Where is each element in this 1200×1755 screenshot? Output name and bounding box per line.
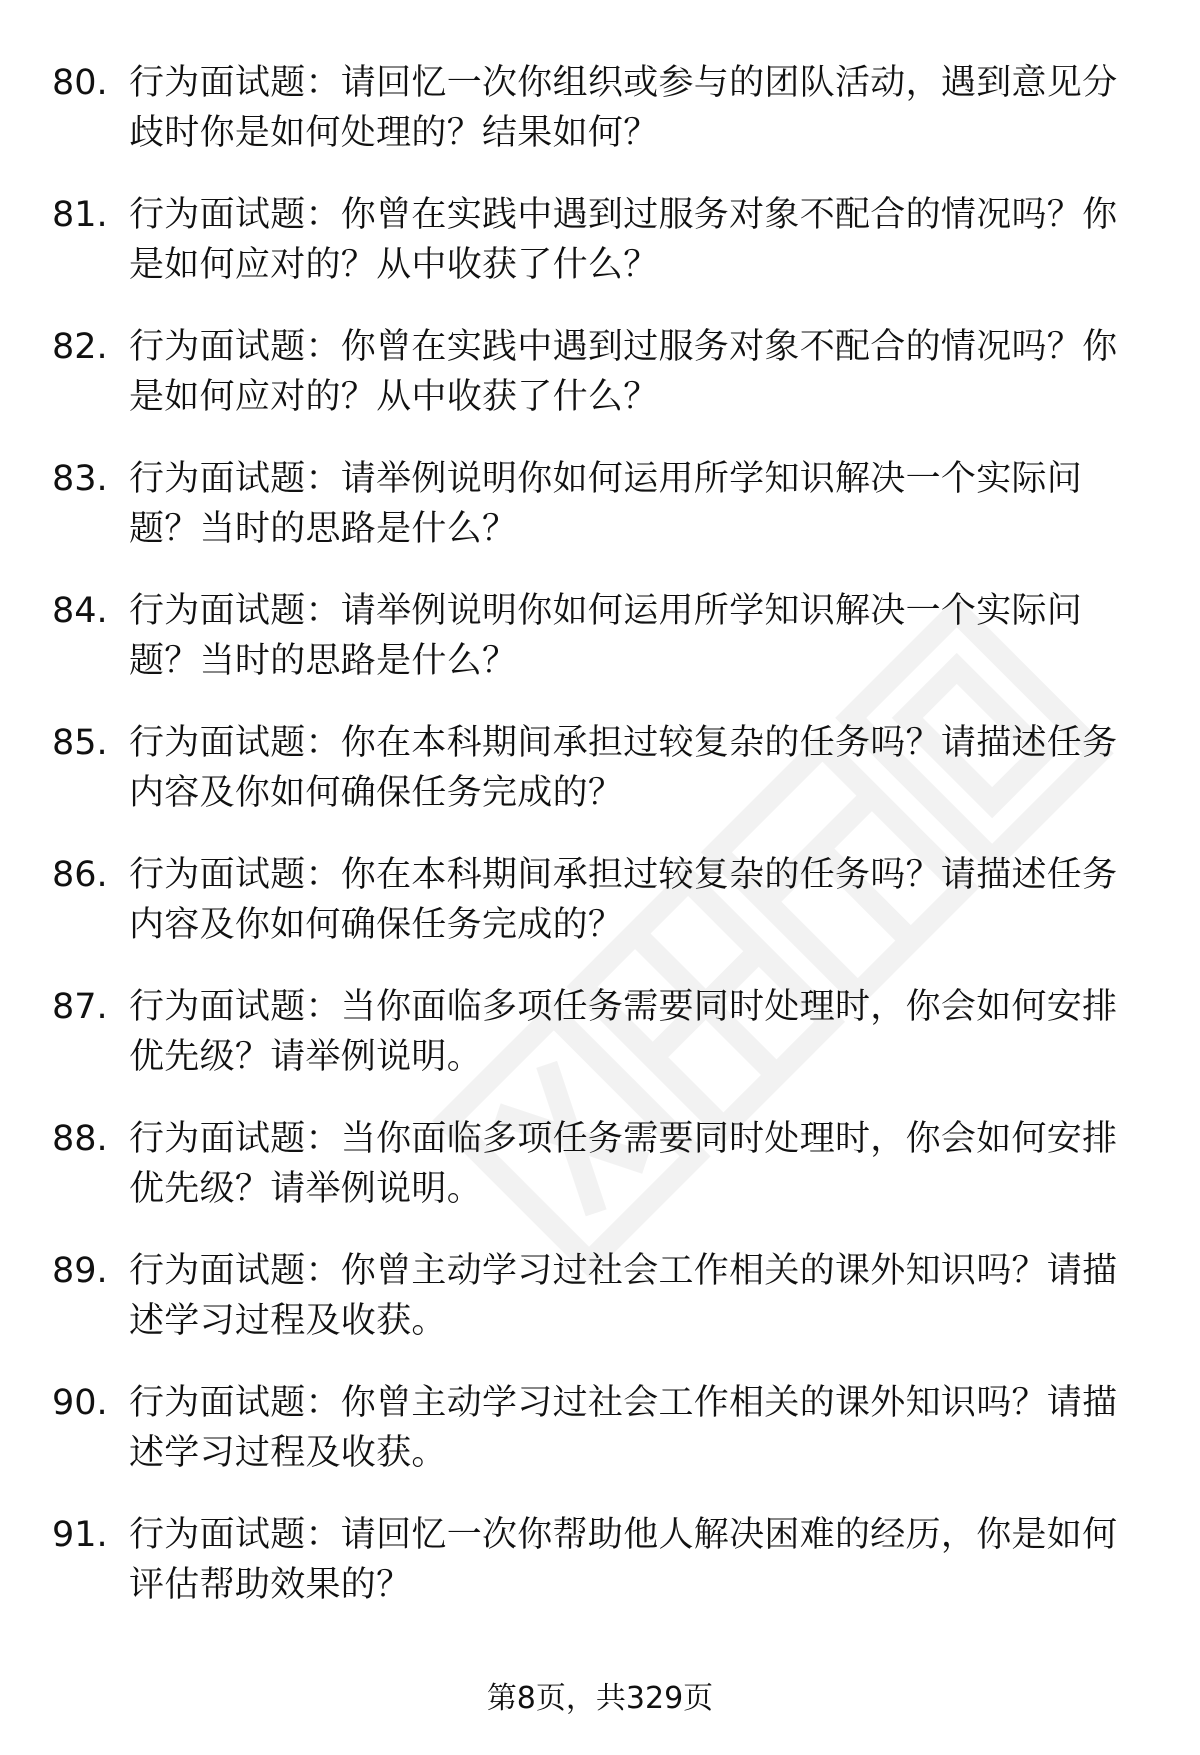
- question-text: 行为面试题：你在本科期间承担过较复杂的任务吗？请描述任务内容及你如何确保任务完成的？: [129, 855, 1118, 945]
- question-number: 89.: [52, 1251, 108, 1291]
- question-item: [0, 718, 1200, 850]
- question-list: [0, 58, 1200, 1642]
- page-footer: 第8页，共329页: [486, 1681, 714, 1716]
- question-number: 87.: [52, 987, 108, 1027]
- question-item: [0, 1378, 1200, 1510]
- question-number: 88.: [52, 1119, 108, 1159]
- question-number: 85.: [52, 723, 108, 763]
- question-item: [0, 1114, 1200, 1246]
- question-text: 行为面试题：当你面临多项任务需要同时处理时，你会如何安排优先级？请举例说明。: [129, 1119, 1118, 1209]
- question-item: [0, 454, 1200, 586]
- question-item: [0, 586, 1200, 718]
- question-text: 行为面试题：你曾在实践中遇到过服务对象不配合的情况吗？你是如何应对的？从中收获了什么？: [129, 195, 1118, 285]
- question-item: [0, 982, 1200, 1114]
- question-text: 行为面试题：你曾主动学习过社会工作相关的课外知识吗？请描述学习过程及收获。: [129, 1251, 1118, 1341]
- question-number: 80.: [52, 63, 108, 103]
- question-number: 91.: [52, 1515, 108, 1555]
- question-text: 行为面试题：你曾主动学习过社会工作相关的课外知识吗？请描述学习过程及收获。: [129, 1383, 1118, 1473]
- question-number: 86.: [52, 855, 108, 895]
- question-text: 行为面试题：请回忆一次你组织或参与的团队活动，遇到意见分歧时你是如何处理的？结果如何？: [129, 63, 1118, 153]
- question-text: 行为面试题：你在本科期间承担过较复杂的任务吗？请描述任务内容及你如何确保任务完成的？: [129, 723, 1118, 813]
- question-text: 行为面试题：当你面临多项任务需要同时处理时，你会如何安排优先级？请举例说明。: [129, 987, 1118, 1077]
- question-text: 行为面试题：你曾在实践中遇到过服务对象不配合的情况吗？你是如何应对的？从中收获了什么？: [129, 327, 1118, 417]
- question-number: 90.: [52, 1383, 108, 1423]
- question-text: 行为面试题：请举例说明你如何运用所学知识解决一个实际问题？当时的思路是什么？: [129, 591, 1083, 681]
- question-number: 84.: [52, 591, 108, 631]
- question-item: [0, 850, 1200, 982]
- question-item: [0, 1510, 1200, 1642]
- question-text: 行为面试题：请举例说明你如何运用所学知识解决一个实际问题？当时的思路是什么？: [129, 459, 1083, 549]
- question-text: 行为面试题：请回忆一次你帮助他人解决困难的经历，你是如何评估帮助效果的？: [129, 1515, 1118, 1605]
- question-item: [0, 322, 1200, 454]
- question-item: [0, 190, 1200, 322]
- question-number: 83.: [52, 459, 108, 499]
- question-number: 82.: [52, 327, 108, 367]
- question-item: [0, 1246, 1200, 1378]
- question-item: [0, 58, 1200, 190]
- question-number: 81.: [52, 195, 108, 235]
